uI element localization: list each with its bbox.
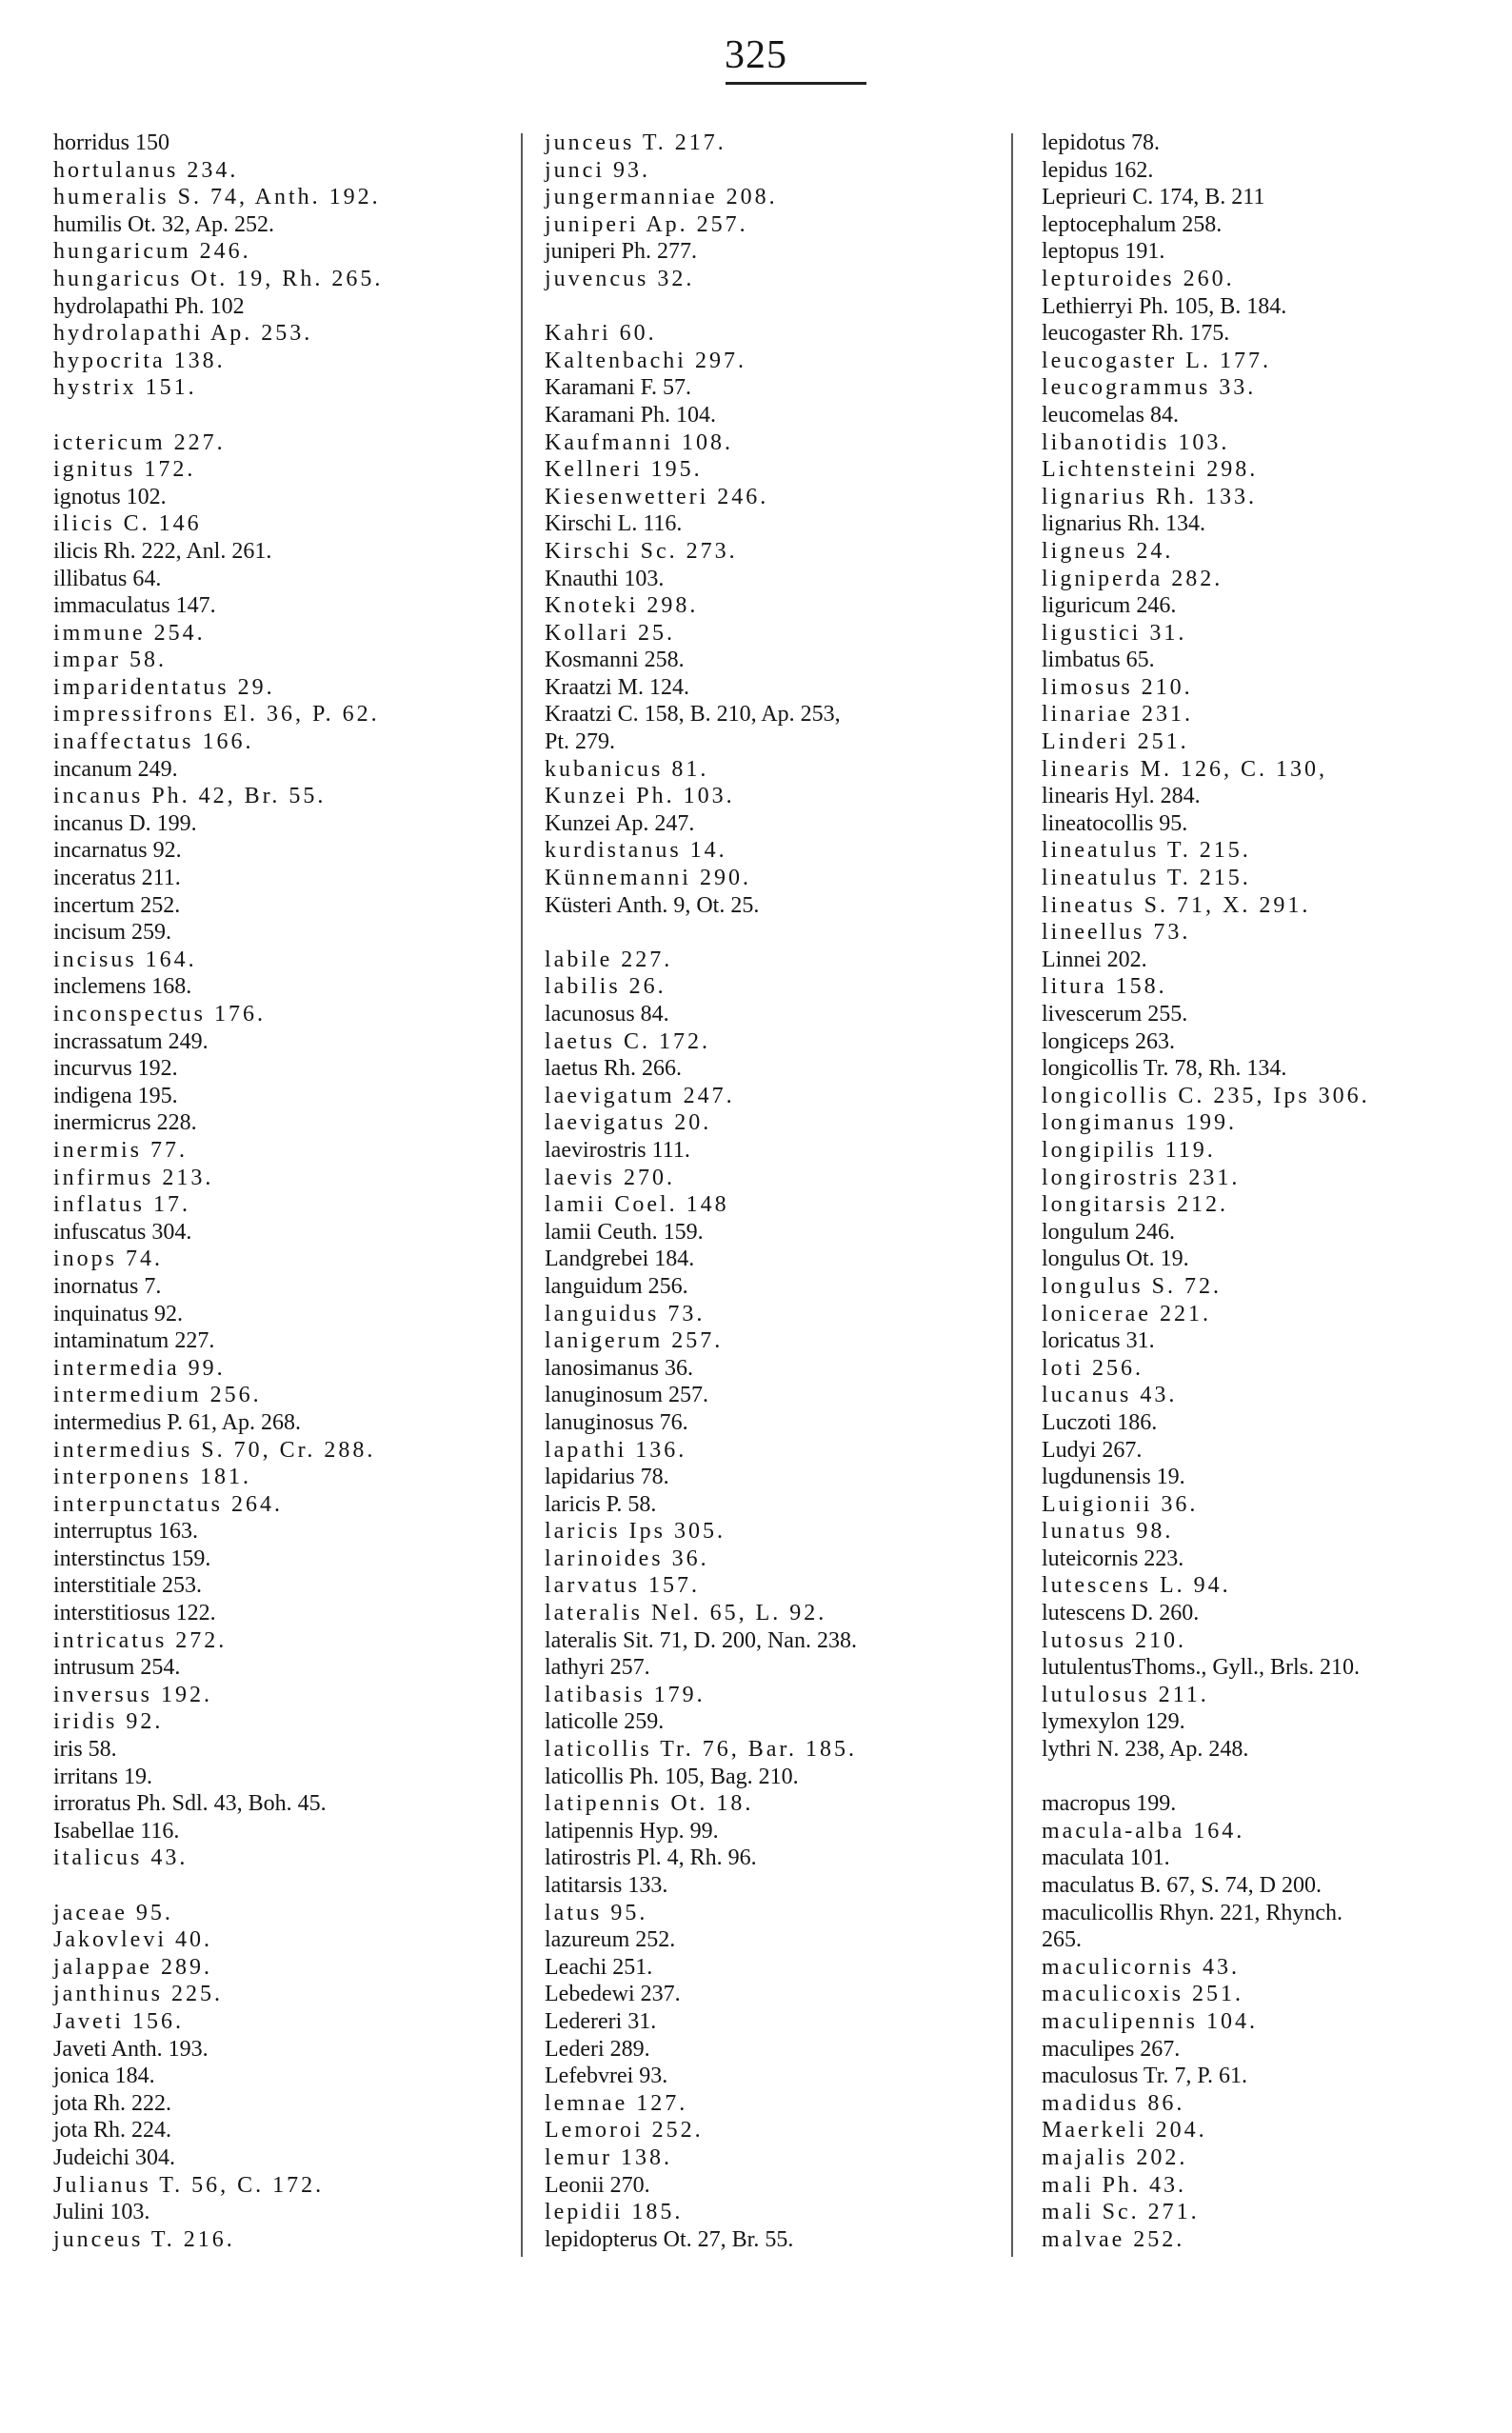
index-entry: lemur 138. <box>545 2144 672 2170</box>
index-entry: maculipes 267. <box>1042 2036 1181 2062</box>
index-entry: jalappae 289. <box>53 1954 212 1980</box>
index-entry: jungermanniae 208. <box>545 185 778 210</box>
index-entry: Isabellae 116. <box>53 1818 180 1844</box>
index-entry: leptocephalum 258. <box>1042 211 1223 237</box>
index-entry: juniperi Ph. 277. <box>545 239 697 265</box>
index-entry: lutulosus 211. <box>1042 1682 1209 1707</box>
index-entry: Kirschi Sc. 273. <box>545 538 738 564</box>
index-entry: kubanicus 81. <box>545 756 709 782</box>
index-entry: hungaricus Ot. 19, Rh. 265. <box>53 266 384 291</box>
index-column-2 <box>545 130 1002 2253</box>
index-entry: lymexylon 129. <box>1042 1709 1185 1735</box>
index-entry: irroratus Ph. Sdl. 43, Boh. 45. <box>53 1791 327 1817</box>
index-entry: linariae 231. <box>1042 702 1193 728</box>
index-entry: Karamani F. 57. <box>545 375 692 401</box>
index-entry: infirmus 213. <box>53 1165 214 1190</box>
index-entry: 265. <box>1042 1927 1082 1953</box>
page-number: 325 <box>725 33 787 77</box>
index-entry: languidum 256. <box>545 1273 688 1299</box>
index-entry: larvatus 157. <box>545 1573 700 1599</box>
index-entry: longicollis Tr. 78, Rh. 134. <box>1042 1056 1287 1082</box>
index-entry: hystrix 151. <box>53 375 197 401</box>
index-entry: lapathi 136. <box>545 1437 687 1463</box>
index-entry: longimanus 199. <box>1042 1110 1237 1136</box>
index-entry: mali Sc. 271. <box>1042 2200 1200 2225</box>
index-entry: inquinatus 92. <box>53 1301 183 1326</box>
index-entry: Ledereri 31. <box>545 2008 657 2034</box>
index-entry: inermis 77. <box>53 1137 188 1163</box>
index-entry: leucogaster L. 177. <box>1042 348 1271 373</box>
index-entry: lateralis Sit. 71, D. 200, Nan. 238. <box>545 1627 857 1653</box>
index-entry: inceratus 211. <box>53 866 181 891</box>
index-entry: Kiesenwetteri 246. <box>545 484 769 509</box>
index-entry: malvae 252. <box>1042 2226 1185 2252</box>
index-entry: humilis Ot. 32, Ap. 252. <box>53 211 275 237</box>
index-entry: Landgrebei 184. <box>545 1246 695 1272</box>
index-entry: longitarsis 212. <box>1042 1192 1228 1218</box>
index-entry: inflatus 17. <box>53 1192 190 1218</box>
index-entry: interruptus 163. <box>53 1519 198 1545</box>
index-entry: latirostris Pl. 4, Rh. 96. <box>545 1845 757 1871</box>
index-entry: Lederi 289. <box>545 2036 650 2062</box>
index-entry: lutescens D. 260. <box>1042 1601 1200 1626</box>
index-entry: Javeti Anth. 193. <box>53 2036 209 2062</box>
index-entry: impar 58. <box>53 648 167 673</box>
index-entry: imparidentatus 29. <box>53 674 275 700</box>
index-entry: ignitus 172. <box>53 457 196 483</box>
index-entry: Pt. 279. <box>545 729 616 755</box>
index-entry: laevigatus 20. <box>545 1110 712 1136</box>
index-entry: interpunctatus 264. <box>53 1491 283 1517</box>
index-entry: Künnemanni 290. <box>545 866 751 891</box>
index-entry: irritans 19. <box>53 1764 152 1789</box>
index-entry: longipilis 119. <box>1042 1137 1216 1163</box>
index-entry: longulus Ot. 19. <box>1042 1246 1189 1272</box>
index-entry: lignarius Rh. 133. <box>1042 484 1257 509</box>
index-entry: Kellneri 195. <box>545 457 703 483</box>
column-divider-1 <box>521 133 523 2257</box>
index-entry: interstitiale 253. <box>53 1573 202 1599</box>
index-entry: infuscatus 304. <box>53 1219 192 1245</box>
index-entry: inops 74. <box>53 1246 164 1272</box>
index-entry: hungaricum 246. <box>53 239 251 265</box>
index-entry: lineatulus T. 215. <box>1042 866 1251 891</box>
index-entry: lepidii 185. <box>545 2200 684 2225</box>
index-entry: maculatus B. 67, S. 74, D 200. <box>1042 1873 1322 1898</box>
column-divider-2 <box>1011 133 1013 2257</box>
index-entry: hydrolapathi Ph. 102 <box>53 293 245 319</box>
index-entry: incarnatus 92. <box>53 838 182 864</box>
index-entry: lazureum 252. <box>545 1927 676 1953</box>
index-entry: Jakovlevi 40. <box>53 1927 212 1953</box>
index-entry: Luczoti 186. <box>1042 1409 1158 1435</box>
index-entry: ilicis Rh. 222, Anl. 261. <box>53 538 272 564</box>
index-entry: incurvus 192. <box>53 1056 178 1082</box>
index-entry: lanosimanus 36. <box>545 1355 693 1381</box>
index-entry: juniperi Ap. 257. <box>545 211 748 237</box>
index-entry: junci 93. <box>545 157 650 183</box>
index-entry: lunatus 98. <box>1042 1519 1174 1545</box>
index-entry: laticollis Ph. 105, Bag. 210. <box>545 1764 799 1789</box>
index-entry: hortulanus 234. <box>53 157 239 183</box>
index-entry: litura 158. <box>1042 974 1167 1000</box>
index-entry: laetus C. 172. <box>545 1028 710 1054</box>
index-entry: interstinctus 159. <box>53 1546 211 1571</box>
page-number-rule <box>726 82 866 85</box>
index-entry: lamii Ceuth. 159. <box>545 1219 704 1245</box>
index-entry: Leprieuri C. 174, B. 211 <box>1042 185 1265 210</box>
index-entry: maculipennis 104. <box>1042 2008 1258 2034</box>
index-entry: junceus T. 216. <box>53 2226 235 2252</box>
index-entry: intrusum 254. <box>53 1655 181 1681</box>
index-entry: intermedium 256. <box>53 1383 262 1408</box>
index-entry: Leonii 270. <box>545 2172 650 2198</box>
index-entry: labilis 26. <box>545 974 666 1000</box>
index-entry: Kunzei Ph. 103. <box>545 784 735 809</box>
index-entry: loti 256. <box>1042 1355 1144 1381</box>
index-column-1 <box>53 130 510 2253</box>
index-entry: jota Rh. 222. <box>53 2090 171 2116</box>
index-entry: inornatus 7. <box>53 1273 162 1299</box>
index-entry: Küsteri Anth. 9, Ot. 25. <box>545 892 760 918</box>
index-entry: lathyri 257. <box>545 1655 650 1681</box>
index-entry: laevigatum 247. <box>545 1083 735 1108</box>
index-entry: luteicornis 223. <box>1042 1546 1184 1571</box>
index-entry: lepidus 162. <box>1042 157 1154 183</box>
index-entry: Lefebvrei 93. <box>545 2064 668 2089</box>
index-entry: lanigerum 257. <box>545 1328 724 1354</box>
index-entry: lineatocollis 95. <box>1042 810 1188 836</box>
index-entry: laticollis Tr. 76, Bar. 185. <box>545 1737 858 1763</box>
index-entry: Judeichi 304. <box>53 2144 175 2170</box>
index-entry: Knauthi 103. <box>545 566 665 591</box>
index-entry: humeralis S. 74, Anth. 192. <box>53 185 381 210</box>
index-entry: libanotidis 103. <box>1042 429 1230 455</box>
index-entry: incisus 164. <box>53 947 197 972</box>
index-entry: Knoteki 298. <box>545 593 699 619</box>
index-entry: lamii Coel. 148 <box>545 1192 729 1218</box>
index-entry: jonica 184. <box>53 2064 155 2089</box>
index-entry: ignotus 102. <box>53 484 167 509</box>
index-entry: Linderi 251. <box>1042 729 1189 755</box>
index-entry: hydrolapathi Ap. 253. <box>53 321 313 347</box>
index-entry: maculosus Tr. 7, P. 61. <box>1042 2064 1248 2089</box>
index-entry: linearis Hyl. 284. <box>1042 784 1201 809</box>
index-entry: Kaltenbachi 297. <box>545 348 746 373</box>
index-entry: inversus 192. <box>53 1682 212 1707</box>
index-entry: Maerkeli 204. <box>1042 2118 1207 2144</box>
index-entry: Kunzei Ap. 247. <box>545 810 695 836</box>
index-entry: Julini 103. <box>53 2200 150 2225</box>
index-entry: majalis 202. <box>1042 2144 1188 2170</box>
index-entry: livescerum 255. <box>1042 1002 1188 1027</box>
index-entry: longulum 246. <box>1042 1219 1176 1245</box>
index-entry: lugdunensis 19. <box>1042 1465 1185 1490</box>
index-entry: laetus Rh. 266. <box>545 1056 682 1082</box>
index-entry: Kraatzi M. 124. <box>545 674 689 700</box>
index-entry: Kahri 60. <box>545 321 657 347</box>
index-entry: lutulentusThoms., Gyll., Brls. 210. <box>1042 1655 1361 1681</box>
index-entry: longulus S. 72. <box>1042 1273 1223 1299</box>
index-entry: horridus 150 <box>53 130 169 155</box>
index-entry: leucomelas 84. <box>1042 402 1179 428</box>
index-entry: liguricum 246. <box>1042 593 1177 619</box>
index-entry: inclemens 168. <box>53 974 192 1000</box>
index-entry: intermedius P. 61, Ap. 268. <box>53 1409 302 1435</box>
index-entry: jaceae 95. <box>53 1900 173 1925</box>
index-entry: Lebedewi 237. <box>545 1982 681 2007</box>
index-entry: Kaufmanni 108. <box>545 429 733 455</box>
index-entry: indigena 195. <box>53 1083 178 1108</box>
index-entry: latibasis 179. <box>545 1682 706 1707</box>
index-entry: lapidarius 78. <box>545 1465 669 1490</box>
index-entry: laticolle 259. <box>545 1709 665 1735</box>
index-entry: lanuginosus 76. <box>545 1409 688 1435</box>
index-entry: jota Rh. 224. <box>53 2118 171 2144</box>
index-entry: lemnae 127. <box>545 2090 688 2116</box>
index-entry: laricis Ips 305. <box>545 1519 726 1545</box>
index-entry: Lemoroi 252. <box>545 2118 704 2144</box>
index-entry: illibatus 64. <box>53 566 162 591</box>
index-entry: intricatus 272. <box>53 1627 228 1653</box>
index-entry: immaculatus 147. <box>53 593 216 619</box>
index-entry: latipennis Hyp. 99. <box>545 1818 719 1844</box>
index-entry: ictericum 227. <box>53 429 226 455</box>
index-entry: Ludyi 267. <box>1042 1437 1143 1463</box>
index-entry: interstitiosus 122. <box>53 1601 216 1626</box>
index-entry: latus 95. <box>545 1900 648 1925</box>
index-entry: maculicollis Rhyn. 221, Rhynch. <box>1042 1900 1343 1925</box>
index-entry: incanum 249. <box>53 756 178 782</box>
index-entry: lacunosus 84. <box>545 1002 669 1027</box>
index-entry: Linnei 202. <box>1042 947 1147 972</box>
index-entry <box>545 919 1002 947</box>
index-entry: leucogaster Rh. 175. <box>1042 321 1230 347</box>
index-entry <box>53 402 510 429</box>
index-entry: inconspectus 176. <box>53 1002 266 1027</box>
index-entry: Kollari 25. <box>545 620 675 646</box>
index-entry: ligustici 31. <box>1042 620 1187 646</box>
index-entry: Lethierryi Ph. 105, B. 184. <box>1042 293 1287 319</box>
index-entry: mali Ph. 43. <box>1042 2172 1187 2198</box>
index-entry: longiceps 263. <box>1042 1028 1175 1054</box>
index-entry: leptopus 191. <box>1042 239 1165 265</box>
index-entry: maculicornis 43. <box>1042 1954 1240 1980</box>
index-entry: italicus 43. <box>53 1845 189 1871</box>
index-entry: lateralis Nel. 65, L. 92. <box>545 1601 827 1626</box>
index-entry: lepidotus 78. <box>1042 130 1160 155</box>
index-entry: madidus 86. <box>1042 2090 1185 2116</box>
index-entry: incisum 259. <box>53 920 171 946</box>
index-entry: incanus D. 199. <box>53 810 197 836</box>
index-entry: limosus 210. <box>1042 674 1193 700</box>
index-entry: lythri N. 238, Ap. 248. <box>1042 1737 1249 1763</box>
index-entry <box>1042 1764 1508 1791</box>
index-entry: lineatulus T. 215. <box>1042 838 1251 864</box>
index-entry: ligniperda 282. <box>1042 566 1224 591</box>
index-entry: ligneus 24. <box>1042 538 1174 564</box>
index-column-3 <box>1042 130 1508 2253</box>
index-entry: Lichtensteini 298. <box>1042 457 1259 483</box>
index-entry: iridis 92. <box>53 1709 164 1735</box>
index-entry: latitarsis 133. <box>545 1873 668 1898</box>
index-entry: lutescens L. 94. <box>1042 1573 1231 1599</box>
index-entry: Luigionii 36. <box>1042 1491 1199 1517</box>
index-entry: leucogrammus 33. <box>1042 375 1257 401</box>
index-entry: intermedius S. 70, Cr. 288. <box>53 1437 376 1463</box>
index-entry: immune 254. <box>53 620 206 646</box>
index-entry: intermedia 99. <box>53 1355 226 1381</box>
index-entry: incrassatum 249. <box>53 1028 209 1054</box>
index-entry: hypocrita 138. <box>53 348 226 373</box>
index-entry: incertum 252. <box>53 892 181 918</box>
index-entry: longirostris 231. <box>1042 1165 1241 1190</box>
index-entry: iris 58. <box>53 1737 117 1763</box>
index-entry: intaminatum 227. <box>53 1328 215 1354</box>
index-entry: Javeti 156. <box>53 2008 184 2034</box>
index-entry: languidus 73. <box>545 1301 706 1326</box>
index-entry: lucanus 43. <box>1042 1383 1178 1408</box>
index-entry: macropus 199. <box>1042 1791 1177 1817</box>
index-entry: laevirostris 111. <box>545 1137 690 1163</box>
index-entry: latipennis Ot. 18. <box>545 1791 754 1817</box>
index-entry: inermicrus 228. <box>53 1110 197 1136</box>
index-entry: labile 227. <box>545 947 673 972</box>
index-entry: kurdistanus 14. <box>545 838 727 864</box>
index-entry: lineellus 73. <box>1042 920 1191 946</box>
index-entry: linearis M. 126, C. 130, <box>1042 756 1327 782</box>
index-entry: Karamani Ph. 104. <box>545 402 716 428</box>
index-entry: impressifrons El. 36, P. 62. <box>53 702 380 728</box>
index-entry: Leachi 251. <box>545 1954 653 1980</box>
index-entry: maculicoxis 251. <box>1042 1982 1243 2007</box>
index-entry: lineatus S. 71, X. 291. <box>1042 892 1311 918</box>
index-entry: maculata 101. <box>1042 1845 1170 1871</box>
index-entry: lepturoides 260. <box>1042 266 1235 291</box>
index-entry: loricatus 31. <box>1042 1328 1155 1354</box>
index-entry: laricis P. 58. <box>545 1491 657 1517</box>
index-entry: Kirschi L. 116. <box>545 511 683 537</box>
index-entry: lignarius Rh. 134. <box>1042 511 1205 537</box>
index-entry <box>53 1872 510 1900</box>
index-entry <box>545 293 1002 321</box>
index-entry: limbatus 65. <box>1042 648 1155 673</box>
index-entry: macula-alba 164. <box>1042 1818 1245 1844</box>
index-entry: laevis 270. <box>545 1165 675 1190</box>
index-entry: inaffectatus 166. <box>53 729 254 755</box>
index-entry: Kosmanni 258. <box>545 648 685 673</box>
index-entry: juvencus 32. <box>545 266 695 291</box>
index-entry: junceus T. 217. <box>545 130 726 155</box>
index-entry: lonicerae 221. <box>1042 1301 1211 1326</box>
index-entry: Julianus T. 56, C. 172. <box>53 2172 325 2198</box>
index-entry: interponens 181. <box>53 1465 251 1490</box>
index-entry: Kraatzi C. 158, B. 210, Ap. 253, <box>545 702 841 728</box>
index-entry: lutosus 210. <box>1042 1627 1187 1653</box>
index-entry: lepidopterus Ot. 27, Br. 55. <box>545 2226 794 2252</box>
index-entry: ilicis C. 146 <box>53 511 202 537</box>
index-entry: janthinus 225. <box>53 1982 223 2007</box>
index-entry: lanuginosum 257. <box>545 1383 708 1408</box>
index-entry: larinoides 36. <box>545 1546 709 1571</box>
index-entry: longicollis C. 235, Ips 306. <box>1042 1083 1370 1108</box>
index-entry: incanus Ph. 42, Br. 55. <box>53 784 327 809</box>
